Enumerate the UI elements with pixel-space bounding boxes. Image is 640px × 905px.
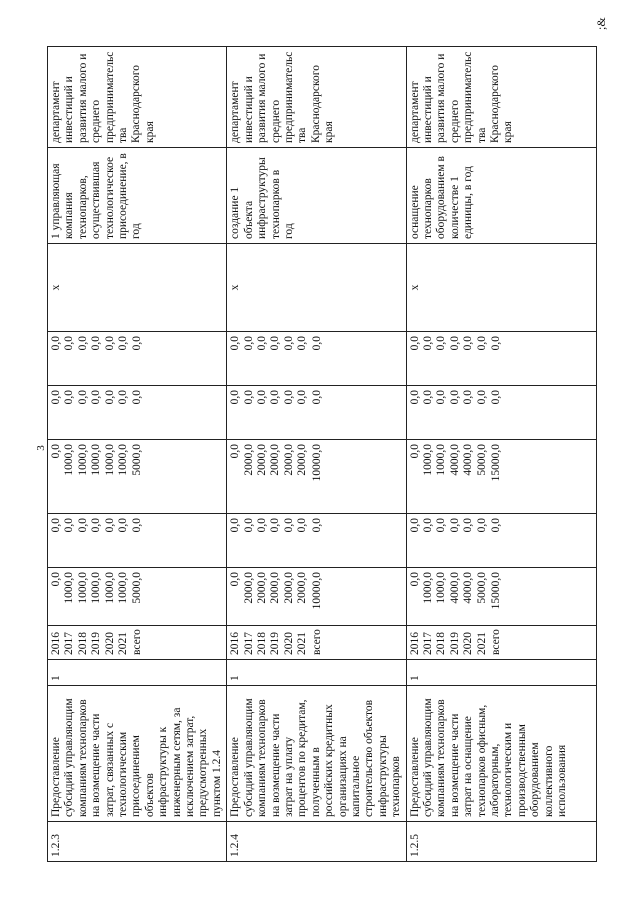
year-column-value: 2021 [296, 632, 309, 655]
total-amount-column-value: 5000,0 [475, 572, 488, 604]
federal-amount-column-value: 0,0 [448, 518, 461, 533]
federal-amount-column-value: 0,0 [256, 518, 269, 533]
total-amount-column-value: 1000,0 [103, 572, 116, 604]
local-amount-column-value: 0,0 [90, 390, 103, 405]
program-table [47, 46, 597, 862]
extrabudget-amount-column [48, 332, 227, 386]
local-amount-column-value: 0,0 [131, 390, 144, 405]
federal-amount-column-value: 0,0 [421, 518, 434, 533]
regional-amount-column-value: 2000,0 [242, 444, 255, 476]
regional-amount-column-value: 1000,0 [76, 444, 89, 476]
local-amount-column [227, 386, 406, 440]
x-mark-cell [227, 244, 406, 332]
year-column-value: 2016 [50, 632, 62, 655]
total-amount-column-value: 15000,0 [489, 572, 502, 610]
total-amount-column [48, 568, 227, 626]
total-amount-column-value: 0,0 [408, 572, 421, 587]
extrabudget-amount-column-value: 0,0 [489, 336, 502, 351]
federal-amount-column-value: 0,0 [116, 518, 129, 533]
total-amount-column [406, 568, 596, 626]
regional-amount-column-value: 5000,0 [131, 444, 144, 476]
total-amount-column-value: 1000,0 [63, 572, 76, 604]
margin-mark: ;& [594, 17, 608, 30]
x-mark-cell [406, 244, 596, 332]
federal-amount-column-value: 0,0 [103, 518, 116, 533]
local-amount-column-value: 0,0 [421, 390, 434, 405]
federal-amount-column-value: 0,0 [475, 518, 488, 533]
year-column-value: всего [131, 629, 144, 655]
federal-amount-column-value: 0,0 [229, 518, 242, 533]
year-column-value: всего [489, 629, 502, 655]
table-row [48, 47, 227, 862]
year-column-value: 2020 [103, 632, 116, 655]
measure-level: 1 [227, 660, 406, 686]
total-amount-column-value: 1000,0 [76, 572, 89, 604]
federal-amount-column-value: 0,0 [310, 518, 323, 533]
measure-description: Предоставление субсидий управляющим компаниям технопарков на возмещение части затрат, связанных с технологическим присоединением объектов инфраструктуры к инженерным сетям, за исключением затрат, предусмотренных пунктом 1.2.4 [48, 686, 227, 822]
federal-amount-column-value: 0,0 [50, 518, 62, 533]
year-column [227, 626, 406, 660]
x-mark-cell [48, 244, 227, 332]
measure-code: 1.2.5 [406, 822, 596, 862]
year-column-value: 2018 [76, 632, 89, 655]
federal-amount-column-value: 0,0 [242, 518, 255, 533]
extrabudget-amount-column-value: 0,0 [421, 336, 434, 351]
total-amount-column-value: 2000,0 [282, 572, 295, 604]
immediate-result: создание 1 объекта инфраструктуры технопарков в год [227, 148, 406, 244]
measure-level: 1 [406, 660, 596, 686]
local-amount-column-value: 0,0 [50, 390, 62, 405]
year-column-value: 2016 [408, 632, 421, 655]
extrabudget-amount-column-value: 0,0 [435, 336, 448, 351]
local-amount-column-value: 0,0 [103, 390, 116, 405]
total-amount-column-value: 4000,0 [448, 572, 461, 604]
local-amount-column-value: 0,0 [116, 390, 129, 405]
local-amount-column-value: 0,0 [310, 390, 323, 405]
total-amount-column-value: 1000,0 [435, 572, 448, 604]
extrabudget-amount-column-value: 0,0 [131, 336, 144, 351]
regional-amount-column [227, 440, 406, 514]
federal-amount-column-value: 0,0 [90, 518, 103, 533]
local-amount-column [48, 386, 227, 440]
year-column-value: 2017 [421, 632, 434, 655]
executor: департамент инвестиций и развития малого и среднего предпринимательства Краснодарского края [48, 47, 227, 148]
regional-amount-column-value: 0,0 [229, 444, 242, 459]
federal-amount-column-value: 0,0 [269, 518, 282, 533]
local-amount-column-value: 0,0 [296, 390, 309, 405]
regional-amount-column-value: 0,0 [408, 444, 421, 459]
regional-amount-column-value: 1000,0 [90, 444, 103, 476]
measure-level: 1 [48, 660, 227, 686]
extrabudget-amount-column-value: 0,0 [229, 336, 242, 351]
federal-amount-column-value: 0,0 [435, 518, 448, 533]
federal-amount-column-value: 0,0 [76, 518, 89, 533]
year-column-value: 2018 [256, 632, 269, 655]
federal-amount-column-value: 0,0 [63, 518, 76, 533]
regional-amount-column-value: 1000,0 [103, 444, 116, 476]
extrabudget-amount-column-value: 0,0 [242, 336, 255, 351]
total-amount-column-value: 0,0 [229, 572, 242, 587]
local-amount-column [406, 386, 596, 440]
total-amount-column-value: 1000,0 [116, 572, 129, 604]
regional-amount-column-value: 4000,0 [448, 444, 461, 476]
local-amount-column-value: 0,0 [229, 390, 242, 405]
measure-description: Предоставление субсидий управляющим компаниям технопарков на возмещение части затрат на уплату процентов по кредитам, полученным в российских кредитных организациях на капитальное строительство объектов инфраструктуры технопарков [227, 686, 406, 822]
local-amount-column-value: 0,0 [408, 390, 421, 405]
regional-amount-column-value: 2000,0 [256, 444, 269, 476]
total-amount-column-value: 1000,0 [90, 572, 103, 604]
regional-amount-column-value: 4000,0 [462, 444, 475, 476]
extrabudget-amount-column-value: 0,0 [475, 336, 488, 351]
extrabudget-amount-column-value: 0,0 [296, 336, 309, 351]
executor: департамент инвестиций и развития малого и среднего предпринимательства Краснодарского края [227, 47, 406, 148]
year-column-value: 2019 [448, 632, 461, 655]
extrabudget-amount-column-value: 0,0 [103, 336, 116, 351]
year-column-value: 2018 [435, 632, 448, 655]
year-column-value: 2020 [462, 632, 475, 655]
x-mark: x [50, 284, 62, 291]
regional-amount-column-value: 1000,0 [421, 444, 434, 476]
regional-amount-column-value: 1000,0 [435, 444, 448, 476]
extrabudget-amount-column-value: 0,0 [269, 336, 282, 351]
regional-amount-column-value: 2000,0 [296, 444, 309, 476]
year-column-value: 2021 [116, 632, 129, 655]
local-amount-column-value: 0,0 [256, 390, 269, 405]
year-column [48, 626, 227, 660]
total-amount-column-value: 4000,0 [462, 572, 475, 604]
table-row [406, 47, 596, 862]
regional-amount-column-value: 1000,0 [63, 444, 76, 476]
extrabudget-amount-column-value: 0,0 [76, 336, 89, 351]
total-amount-column-value: 2000,0 [269, 572, 282, 604]
local-amount-column-value: 0,0 [269, 390, 282, 405]
x-mark: x [229, 284, 242, 291]
federal-amount-column-value: 0,0 [462, 518, 475, 533]
federal-amount-column-value: 0,0 [131, 518, 144, 533]
total-amount-column-value: 2000,0 [256, 572, 269, 604]
local-amount-column-value: 0,0 [63, 390, 76, 405]
local-amount-column-value: 0,0 [475, 390, 488, 405]
federal-amount-column [406, 514, 596, 568]
total-amount-column-value: 10000,0 [310, 572, 323, 610]
measure-description: Предоставление субсидий управляющим компаниям технопарков на возмещение части затрат на оснащение технопарков офисным, лабораторным, технологическим и производственным оборудованием коллективного использования [406, 686, 596, 822]
extrabudget-amount-column-value: 0,0 [50, 336, 62, 351]
year-column-value: 2020 [282, 632, 295, 655]
year-column-value: всего [310, 629, 323, 655]
local-amount-column-value: 0,0 [448, 390, 461, 405]
rotated-table-stage [47, 47, 577, 862]
table-row [227, 47, 406, 862]
regional-amount-column-value: 10000,0 [310, 444, 323, 482]
year-column-value: 2019 [90, 632, 103, 655]
extrabudget-amount-column [406, 332, 596, 386]
extrabudget-amount-column-value: 0,0 [310, 336, 323, 351]
extrabudget-amount-column-value: 0,0 [256, 336, 269, 351]
regional-amount-column-value: 2000,0 [269, 444, 282, 476]
local-amount-column-value: 0,0 [435, 390, 448, 405]
extrabudget-amount-column-value: 0,0 [282, 336, 295, 351]
federal-amount-column-value: 0,0 [296, 518, 309, 533]
extrabudget-amount-column-value: 0,0 [448, 336, 461, 351]
year-column-value: 2019 [269, 632, 282, 655]
local-amount-column-value: 0,0 [489, 390, 502, 405]
federal-amount-column-value: 0,0 [282, 518, 295, 533]
measure-code: 1.2.3 [48, 822, 227, 862]
extrabudget-amount-column-value: 0,0 [63, 336, 76, 351]
regional-amount-column-value: 0,0 [50, 444, 62, 459]
local-amount-column-value: 0,0 [462, 390, 475, 405]
regional-amount-column-value: 15000,0 [489, 444, 502, 482]
federal-amount-column-value: 0,0 [408, 518, 421, 533]
executor: департамент инвестиций и развития малого и среднего предпринимательства Краснодарского края [406, 47, 596, 148]
total-amount-column-value: 2000,0 [242, 572, 255, 604]
regional-amount-column-value: 5000,0 [475, 444, 488, 476]
measure-code: 1.2.4 [227, 822, 406, 862]
total-amount-column-value: 1000,0 [421, 572, 434, 604]
x-mark: x [408, 284, 421, 291]
total-amount-column-value: 0,0 [50, 572, 62, 587]
regional-amount-column-value: 2000,0 [282, 444, 295, 476]
extrabudget-amount-column-value: 0,0 [408, 336, 421, 351]
year-column-value: 2021 [475, 632, 488, 655]
year-column-value: 2016 [229, 632, 242, 655]
year-column-value: 2017 [242, 632, 255, 655]
local-amount-column-value: 0,0 [76, 390, 89, 405]
total-amount-column-value: 2000,0 [296, 572, 309, 604]
immediate-result: 1 управляющая компания технопарков, осуществившая технологическое присоединение, в год [48, 148, 227, 244]
year-column [406, 626, 596, 660]
regional-amount-column [406, 440, 596, 514]
federal-amount-column [227, 514, 406, 568]
page-number: 3 [34, 445, 47, 451]
immediate-result: оснащение технопарков оборудованием в количестве 1 единицы, в год [406, 148, 596, 244]
regional-amount-column-value: 1000,0 [116, 444, 129, 476]
extrabudget-amount-column-value: 0,0 [116, 336, 129, 351]
local-amount-column-value: 0,0 [242, 390, 255, 405]
extrabudget-amount-column-value: 0,0 [90, 336, 103, 351]
extrabudget-amount-column [227, 332, 406, 386]
extrabudget-amount-column-value: 0,0 [462, 336, 475, 351]
total-amount-column-value: 5000,0 [131, 572, 144, 604]
federal-amount-column-value: 0,0 [489, 518, 502, 533]
year-column-value: 2017 [63, 632, 76, 655]
total-amount-column [227, 568, 406, 626]
federal-amount-column [48, 514, 227, 568]
local-amount-column-value: 0,0 [282, 390, 295, 405]
regional-amount-column [48, 440, 227, 514]
